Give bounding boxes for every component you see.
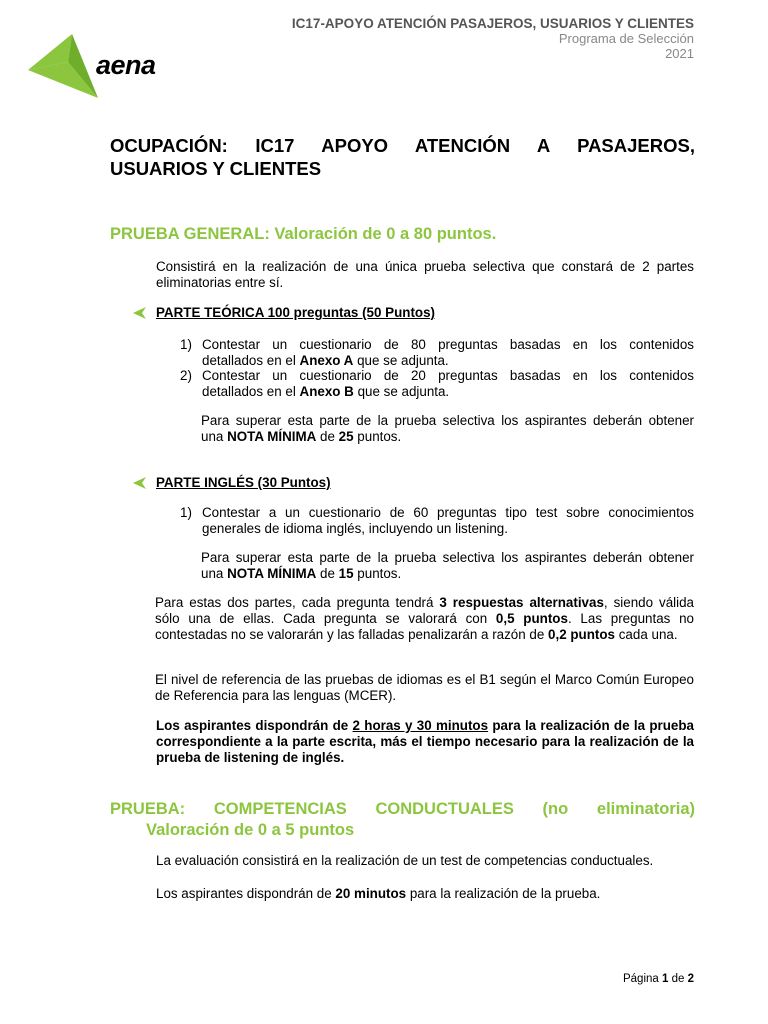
theory-pass-note — [201, 413, 694, 445]
time-duration: 2 horas y 30 minutos — [352, 718, 489, 733]
logo-text: aena — [96, 50, 156, 80]
time-paragraph: Los aspirantes dispondrán de 2 horas y 30 minutos para la realización de la prueba correspondiente a la parte escrita, más el tiempo necesario para la realización de la prueba de listening de inglés. — [156, 718, 694, 765]
general-section-title — [110, 225, 496, 244]
english-item1-number: 1) — [180, 505, 192, 520]
theory-item2-number: 2) — [180, 368, 192, 383]
annex-b-label: Anexo B — [299, 384, 354, 399]
competencias-duration: 20 minutos — [335, 886, 407, 901]
header-year: 2021 — [665, 46, 694, 61]
occupation-title — [110, 134, 695, 180]
theory-item1-line2: detallados en el Anexo A que se adjunta. — [202, 353, 449, 368]
language-level-paragraph: El nivel de referencia de las pruebas de idiomas es el B1 según el Marco Común Europeo de Referencia para las lenguas (MCER). — [155, 672, 694, 703]
theory-pass-line1: Para superar esta parte de la prueba selectiva los aspirantes deberán obtener — [201, 413, 694, 428]
occupation-line2: USUARIOS Y CLIENTES — [110, 158, 322, 179]
english-pass-note — [201, 550, 694, 582]
annex-a-label: Anexo A — [299, 353, 354, 368]
competencias-p2: Los aspirantes dispondrán de 20 minutos para la realización de la prueba. — [156, 886, 601, 901]
general-title-score: Valoración de 0 a 80 puntos. — [269, 225, 497, 243]
theory-min-score: 25 — [338, 429, 354, 444]
competencias-section-title — [110, 799, 695, 841]
document-header — [292, 16, 694, 61]
arrow-bullet-icon — [133, 477, 147, 489]
page-number: Página 1 de 2 — [622, 973, 694, 985]
theory-item2-line1: Contestar un cuestionario de 20 preguntas basadas en los contenidos — [202, 368, 694, 383]
english-min-score: 15 — [338, 566, 354, 581]
competencias-title-line1: PRUEBA: COMPETENCIAS CONDUCTUALES (no eliminatoria) — [110, 800, 695, 818]
english-item1 — [202, 505, 694, 537]
general-intro: Consistirá en la realización de una única prueba selectiva que constará de 2 partes eliminatorias entre sí. — [156, 259, 694, 290]
english-item1-line1: Contestar a un cuestionario de 60 preguntas tipo test sobre conocimientos — [202, 505, 694, 520]
arrow-bullet-icon — [133, 307, 147, 319]
theory-pass-line2: una NOTA MÍNIMA de 25 puntos. — [201, 429, 402, 444]
header-title: IC17-APOYO ATENCIÓN PASAJEROS, USUARIOS Y CLIENTES — [291, 16, 694, 31]
theory-item2 — [202, 368, 694, 400]
english-item1-line2: generales de idioma inglés, incluyendo un listening. — [202, 521, 508, 536]
general-title-label: PRUEBA GENERAL: — [110, 225, 270, 243]
english-pass-line1: Para superar esta parte de la prueba selectiva los aspirantes deberán obtener — [201, 550, 694, 565]
theory-item2-line2: detallados en el Anexo B que se adjunta. — [202, 384, 450, 399]
occupation-line1: OCUPACIÓN: IC17 APOYO ATENCIÓN A PASAJEROS, — [110, 135, 695, 156]
theory-item1-number: 1) — [180, 337, 192, 352]
competencias-title-line2: Valoración de 0 a 5 puntos — [146, 821, 355, 839]
theory-heading: PARTE TEÓRICA 100 preguntas (50 Puntos) — [156, 305, 436, 320]
english-heading: PARTE INGLÉS (30 Puntos) — [156, 475, 331, 490]
english-pass-line2: una NOTA MÍNIMA de 15 puntos. — [201, 566, 402, 581]
header-subtitle: Programa de Selección — [558, 31, 694, 46]
competencias-p1: La evaluación consistirá en la realización de un test de competencias conductuales. — [156, 853, 654, 868]
answers-paragraph: Para estas dos partes, cada pregunta tendrá 3 respuestas alternativas, siendo válida sólo una de ellas. Cada pregunta se valorará con 0,5 puntos. Las preguntas no contestadas no se valorarán y las falladas penalizarán a razón de 0,2 puntos cada una. — [155, 595, 694, 642]
theory-item1 — [202, 337, 694, 369]
theory-item1-line1: Contestar un cuestionario de 80 preguntas basadas en los contenidos — [202, 337, 694, 352]
